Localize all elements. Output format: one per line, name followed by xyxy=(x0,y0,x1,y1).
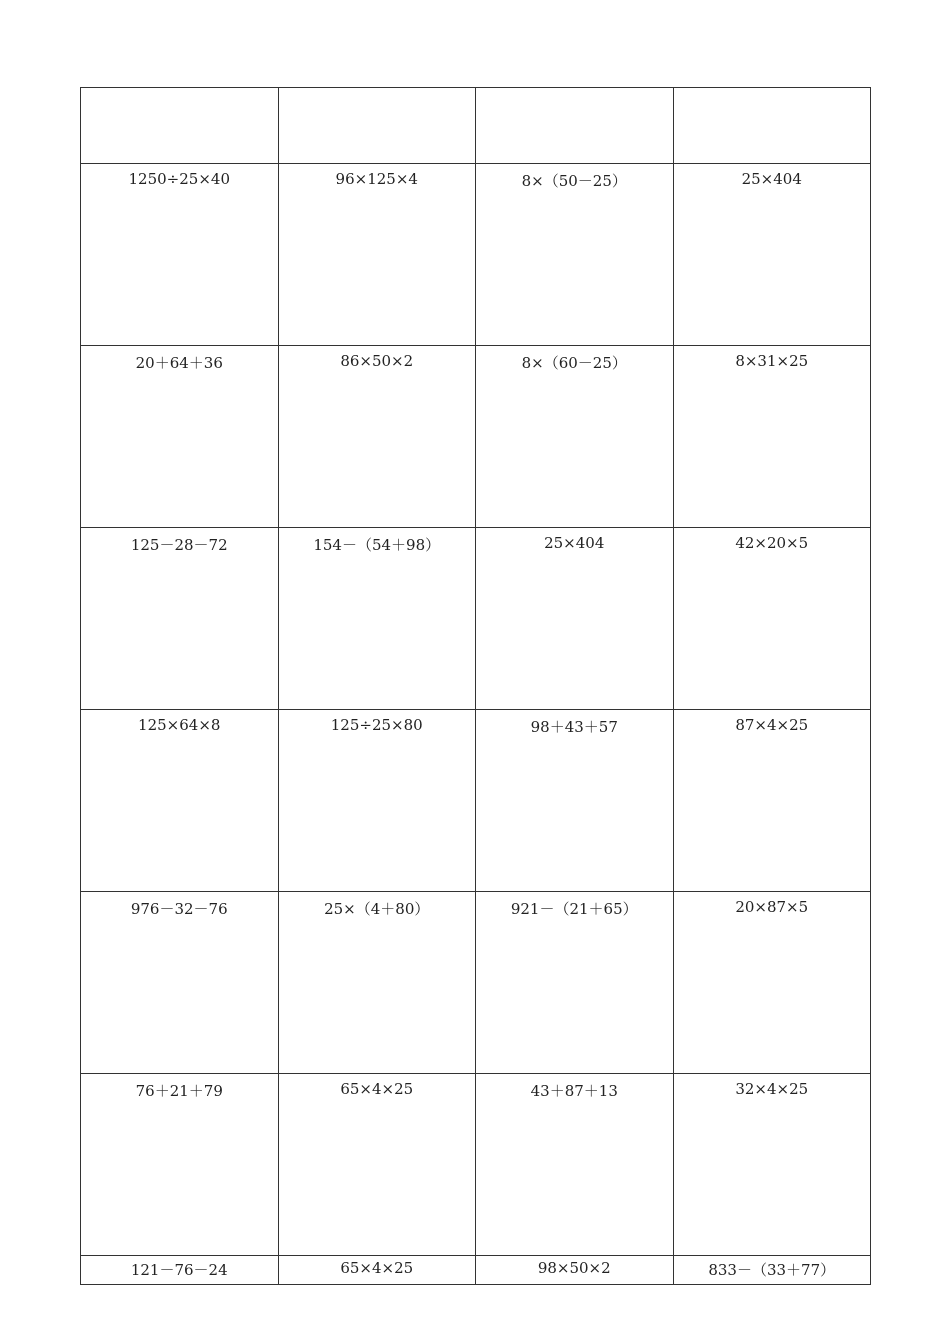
header-cell xyxy=(476,88,674,164)
problem-cell: 8×（50－25） xyxy=(476,164,674,346)
header-cell xyxy=(278,88,476,164)
problem-cell: 42×20×5 xyxy=(673,528,871,710)
problem-cell: 8×31×25 xyxy=(673,346,871,528)
problem-row xyxy=(81,164,871,346)
problem-cell: 25×（4＋80） xyxy=(278,892,476,1074)
problem-cell: 154－（54＋98） xyxy=(278,528,476,710)
problem-cell: 921－（21＋65） xyxy=(476,892,674,1074)
problem-row xyxy=(81,892,871,1074)
header-row xyxy=(81,88,871,164)
problem-cell: 1250÷25×40 xyxy=(81,164,279,346)
problem-cell: 20×87×5 xyxy=(673,892,871,1074)
problem-cell: 87×4×25 xyxy=(673,710,871,892)
problem-cell: 125×64×8 xyxy=(81,710,279,892)
problem-cell: 65×4×25 xyxy=(278,1256,476,1285)
header-cell xyxy=(81,88,279,164)
problem-cell: 125÷25×80 xyxy=(278,710,476,892)
problem-cell: 25×404 xyxy=(476,528,674,710)
problem-cell: 86×50×2 xyxy=(278,346,476,528)
problem-cell: 96×125×4 xyxy=(278,164,476,346)
problem-cell: 8×（60－25） xyxy=(476,346,674,528)
problem-row xyxy=(81,346,871,528)
problem-cell: 98＋43＋57 xyxy=(476,710,674,892)
header-cell xyxy=(673,88,871,164)
problem-row xyxy=(81,528,871,710)
problem-cell: 76＋21＋79 xyxy=(81,1074,279,1256)
problem-row xyxy=(81,710,871,892)
problem-cell: 98×50×2 xyxy=(476,1256,674,1285)
problem-cell: 833－（33＋77） xyxy=(673,1256,871,1285)
worksheet-table xyxy=(80,87,871,1285)
problem-cell: 976－32－76 xyxy=(81,892,279,1074)
problem-cell: 121－76－24 xyxy=(81,1256,279,1285)
problem-cell: 25×404 xyxy=(673,164,871,346)
problem-row xyxy=(81,1074,871,1256)
problem-row xyxy=(81,1256,871,1285)
problem-cell: 43＋87＋13 xyxy=(476,1074,674,1256)
problem-cell: 65×4×25 xyxy=(278,1074,476,1256)
problem-cell: 125－28－72 xyxy=(81,528,279,710)
problem-cell: 32×4×25 xyxy=(673,1074,871,1256)
problem-cell: 20＋64＋36 xyxy=(81,346,279,528)
